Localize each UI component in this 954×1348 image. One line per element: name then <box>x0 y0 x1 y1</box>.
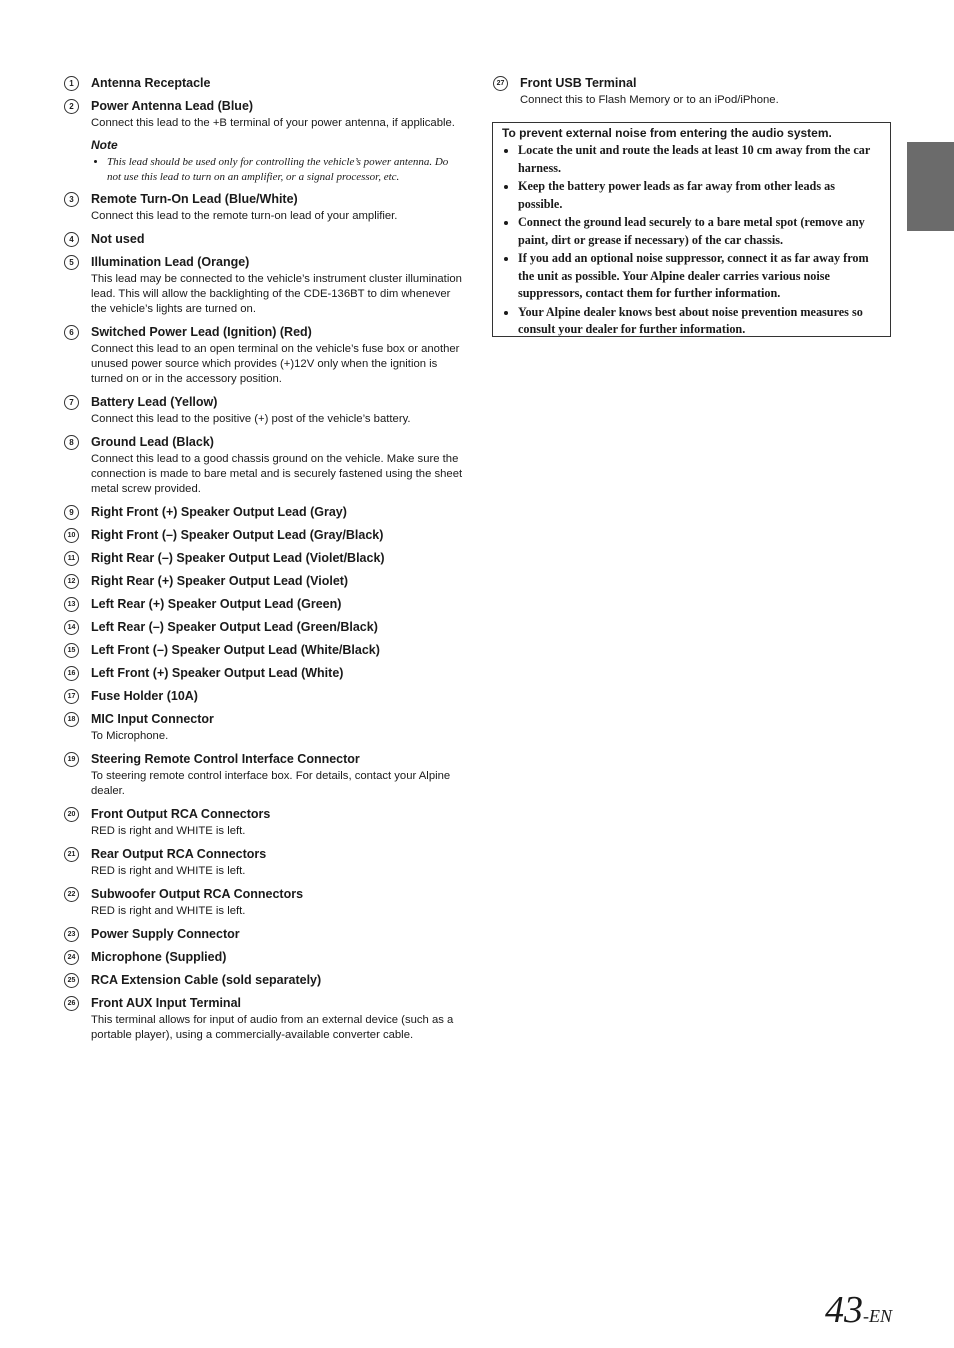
item-number: 7 <box>64 395 79 410</box>
item-title: Illumination Lead (Orange) <box>91 255 250 269</box>
page-number-value: 43 <box>825 1289 863 1331</box>
item-number: 24 <box>64 950 79 965</box>
list-item <box>64 886 464 919</box>
item-number: 4 <box>64 232 79 247</box>
list-item <box>64 688 464 704</box>
item-title: Microphone (Supplied) <box>91 950 227 964</box>
list-item <box>64 751 464 799</box>
warning-bullet: • Locate the unit and route the leads at least 10 cm away from the car harness. <box>518 142 880 177</box>
note-list <box>91 155 464 184</box>
item-description: This terminal allows for input of audio from an external device (such as a portable player), using a commercially-available converter cable. <box>91 1014 454 1041</box>
list-item <box>64 619 464 635</box>
list-item <box>64 231 464 247</box>
item-number: 2 <box>64 99 79 114</box>
list-item <box>64 98 464 184</box>
item-number: 27 <box>493 76 508 91</box>
item-title: Power Supply Connector <box>91 927 240 941</box>
list-item <box>64 550 464 566</box>
item-number: 8 <box>64 435 79 450</box>
item-title: Left Front (+) Speaker Output Lead (White) <box>91 666 344 680</box>
item-title: Right Front (–) Speaker Output Lead (Gray/Black) <box>91 528 384 542</box>
item-description: Connect this lead to the +B terminal of your power antenna, if applicable. <box>91 117 455 129</box>
item-description: Connect this lead to the positive (+) post of the vehicle’s battery. <box>91 413 411 425</box>
item-description: This lead may be connected to the vehicle’s instrument cluster illumination lead. This will allow the backlighting of the CDE-136BT to dim whenever the vehicle’s lights are turned on. <box>91 273 462 315</box>
list-item <box>64 926 464 942</box>
item-title: Not used <box>91 232 145 246</box>
list-item <box>64 573 464 589</box>
item-title: Left Rear (–) Speaker Output Lead (Green/Black) <box>91 620 378 634</box>
list-item <box>64 504 464 520</box>
list-item <box>64 191 464 224</box>
item-number: 3 <box>64 192 79 207</box>
item-number: 16 <box>64 666 79 681</box>
item-number: 12 <box>64 574 79 589</box>
item-number: 1 <box>64 76 79 91</box>
list-item <box>64 596 464 612</box>
list-item <box>64 711 464 744</box>
item-number: 11 <box>64 551 79 566</box>
item-number: 5 <box>64 255 79 270</box>
list-item <box>64 846 464 879</box>
item-title: Antenna Receptacle <box>91 76 211 90</box>
item-description: RED is right and WHITE is left. <box>91 825 246 837</box>
item-number: 25 <box>64 973 79 988</box>
item-number: 22 <box>64 887 79 902</box>
note-text: • This lead should be used only for controlling the vehicle’s power antenna. Do not use this lead to turn on an amplifier, or a signal processor, etc. <box>107 155 464 184</box>
list-item <box>64 394 464 427</box>
list-item <box>64 75 464 91</box>
list-item <box>64 806 464 839</box>
item-title: Switched Power Lead (Ignition) (Red) <box>91 325 312 339</box>
item-number: 13 <box>64 597 79 612</box>
item-title: Battery Lead (Yellow) <box>91 395 218 409</box>
item-title: Right Front (+) Speaker Output Lead (Gray) <box>91 505 347 519</box>
item-number: 15 <box>64 643 79 658</box>
note-label: Note <box>91 138 118 152</box>
item-number: 26 <box>64 996 79 1011</box>
warning-list <box>502 142 880 339</box>
lead-list <box>64 75 464 1050</box>
item-description: RED is right and WHITE is left. <box>91 905 246 917</box>
item-title: Subwoofer Output RCA Connectors <box>91 887 304 901</box>
warning-bullet: • If you add an optional noise suppressor, connect it as far away from the unit as possible. Your Alpine dealer carries various noise suppressors, contact them for further information. <box>518 250 880 303</box>
warning-bullet: • Connect the ground lead securely to a bare metal spot (remove any paint, dirt or grease if necessary) of the car chassis. <box>518 214 880 249</box>
warning-bullet: • Your Alpine dealer knows best about noise prevention measures so consult your dealer for further information. <box>518 304 880 339</box>
item-title: Fuse Holder (10A) <box>91 689 198 703</box>
usb-section <box>493 75 893 115</box>
page-number-suffix: -EN <box>863 1306 892 1326</box>
item-number: 23 <box>64 927 79 942</box>
item-title: Left Front (–) Speaker Output Lead (White/Black) <box>91 643 380 657</box>
warning-title: To prevent external noise from entering the audio system. <box>502 126 832 140</box>
item-description: RED is right and WHITE is left. <box>91 865 246 877</box>
list-item <box>64 995 464 1043</box>
item-description: To steering remote control interface box. For details, contact your Alpine dealer. <box>91 770 451 797</box>
item-number: 19 <box>64 752 79 767</box>
item-number: 10 <box>64 528 79 543</box>
item-title: Steering Remote Control Interface Connector <box>91 752 360 766</box>
item-title: Right Rear (+) Speaker Output Lead (Violet) <box>91 574 349 588</box>
list-item <box>64 972 464 988</box>
noise-warning-box <box>492 122 891 337</box>
item-title: Front AUX Input Terminal <box>91 996 241 1010</box>
item-title: Front USB Terminal <box>520 76 637 90</box>
item-description: Connect this lead to a good chassis ground on the vehicle. Make sure the connection is made to bare metal and is securely fastened using the sheet metal screw provided. <box>91 453 463 495</box>
section-tab <box>907 142 954 231</box>
page-number <box>825 1288 892 1332</box>
item-number: 6 <box>64 325 79 340</box>
item-description: Connect this lead to an open terminal on the vehicle’s fuse box or another unused power source which provides (+)12V only when the ignition is turned on or in the accessory position. <box>91 343 460 385</box>
list-item <box>493 75 893 108</box>
item-title: Ground Lead (Black) <box>91 435 214 449</box>
item-title: Rear Output RCA Connectors <box>91 847 267 861</box>
item-title: Power Antenna Lead (Blue) <box>91 99 254 113</box>
list-item <box>64 324 464 387</box>
item-description: To Microphone. <box>91 730 169 742</box>
item-title: RCA Extension Cable (sold separately) <box>91 973 322 987</box>
list-item <box>64 434 464 497</box>
warning-bullet: • Keep the battery power leads as far away from other leads as possible. <box>518 178 880 213</box>
item-number: 20 <box>64 807 79 822</box>
item-number: 17 <box>64 689 79 704</box>
item-number: 14 <box>64 620 79 635</box>
list-item <box>64 642 464 658</box>
item-title: MIC Input Connector <box>91 712 214 726</box>
list-item <box>64 254 464 317</box>
list-item <box>64 527 464 543</box>
item-title: Front Output RCA Connectors <box>91 807 271 821</box>
item-number: 21 <box>64 847 79 862</box>
item-title: Left Rear (+) Speaker Output Lead (Green) <box>91 597 342 611</box>
item-description: Connect this to Flash Memory or to an iPod/iPhone. <box>520 94 779 106</box>
item-number: 9 <box>64 505 79 520</box>
list-item <box>64 665 464 681</box>
item-description: Connect this lead to the remote turn-on lead of your amplifier. <box>91 210 398 222</box>
item-title: Remote Turn-On Lead (Blue/White) <box>91 192 298 206</box>
item-title: Right Rear (–) Speaker Output Lead (Violet/Black) <box>91 551 385 565</box>
list-item <box>64 949 464 965</box>
item-number: 18 <box>64 712 79 727</box>
